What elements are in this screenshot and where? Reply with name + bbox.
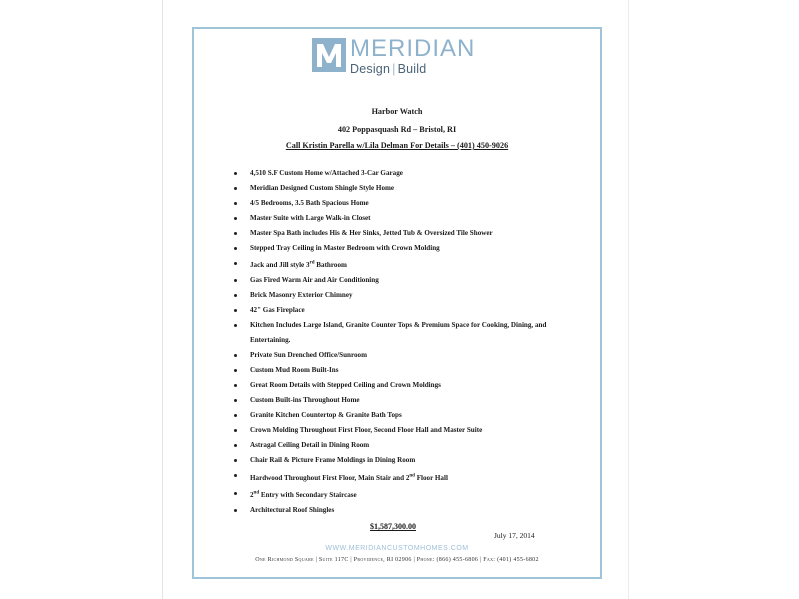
property-name: Harbor Watch xyxy=(371,107,423,116)
bullet-dot-icon xyxy=(234,217,237,220)
feature-text: Astragal Ceiling Detail in Dining Room xyxy=(250,441,370,450)
feature-item xyxy=(230,453,580,468)
logo-name: MERIDIAN xyxy=(350,35,476,62)
features-list xyxy=(230,166,580,518)
feature-text: 2nd Entry with Secondary Staircase xyxy=(250,490,357,500)
bullet-dot-icon xyxy=(234,399,237,402)
feature-item xyxy=(230,408,580,423)
bullet-dot-icon xyxy=(234,324,237,327)
bullet-dot-icon xyxy=(234,444,237,447)
bullet-dot-icon xyxy=(234,459,237,462)
feature-item xyxy=(230,423,580,438)
feature-text: Crown Molding Throughout First Floor, Second Floor Hall and Master Suite xyxy=(250,426,483,435)
bullet-dot-icon xyxy=(234,369,237,372)
feature-text: Kitchen Includes Large Island, Granite Counter Tops & Premium Space for Cooking, Dining, and Entertaining. xyxy=(250,321,547,345)
bullet-dot-icon xyxy=(234,172,237,175)
feature-item xyxy=(230,438,580,453)
bullet-dot-icon xyxy=(234,429,237,432)
feature-text: Master Suite with Large Walk-in Closet xyxy=(250,214,371,222)
feature-text: Stepped Tray Ceiling in Master Bedroom with Crown Molding xyxy=(250,244,440,252)
bullet-dot-icon xyxy=(234,247,237,250)
property-address: 402 Poppasquash Rd – Bristol, RI xyxy=(337,125,457,134)
feature-item xyxy=(230,166,580,181)
feature-item xyxy=(230,363,580,378)
feature-item xyxy=(230,468,580,485)
feature-text: Gas Fired Warm Air and Air Conditioning xyxy=(250,276,379,285)
bullet-dot-icon xyxy=(234,202,237,205)
feature-item xyxy=(230,318,580,348)
feature-item xyxy=(230,378,580,393)
page-edge-right xyxy=(628,0,629,599)
feature-text: Custom Mud Room Built-Ins xyxy=(250,366,339,375)
feature-text: Custom Built-ins Throughout Home xyxy=(250,396,360,405)
feature-item xyxy=(230,288,580,303)
bullet-dot-icon xyxy=(234,294,237,297)
feature-item xyxy=(230,348,580,363)
bullet-dot-icon xyxy=(234,492,237,495)
date: July 17, 2014 xyxy=(494,531,535,540)
feature-item xyxy=(230,226,580,241)
logo-subtitle: Design | Build xyxy=(350,62,427,76)
bullet-dot-icon xyxy=(234,309,237,312)
bullet-dot-icon xyxy=(234,354,237,357)
bullet-dot-icon xyxy=(234,262,237,265)
logo-sub-build: Build xyxy=(397,62,427,76)
feature-item xyxy=(230,303,580,318)
feature-item xyxy=(230,181,580,196)
page-edge-left xyxy=(162,0,163,599)
bullet-dot-icon xyxy=(234,187,237,190)
feature-text: Meridian Designed Custom Shingle Style Home xyxy=(250,184,395,192)
bullet-dot-icon xyxy=(234,414,237,417)
feature-text: Master Spa Bath includes His & Her Sinks, Jetted Tub & Oversized Tile Shower xyxy=(250,229,493,237)
feature-item xyxy=(230,256,580,273)
feature-text: Granite Kitchen Countertop & Granite Bath Tops xyxy=(250,411,402,420)
bullet-dot-icon xyxy=(234,509,237,512)
feature-item xyxy=(230,393,580,408)
feature-item xyxy=(230,241,580,256)
meridian-m-logo-icon xyxy=(312,38,346,72)
company-logo xyxy=(312,35,476,76)
feature-text: Chair Rail & Picture Frame Moldings in Dining Room xyxy=(250,456,416,465)
bullet-dot-icon xyxy=(234,279,237,282)
logo-sub-design: Design xyxy=(350,62,391,76)
flyer-sheet xyxy=(192,27,602,579)
price: $1,587,300.00 xyxy=(370,522,416,531)
bullet-dot-icon xyxy=(234,232,237,235)
feature-text: 4,510 S.F Custom Home w/Attached 3-Car Garage xyxy=(250,169,403,177)
website: WWW.MERIDIANCUSTOMHOMES.COM xyxy=(325,545,469,552)
feature-text: Architectural Roof Shingles xyxy=(250,506,335,515)
feature-text: Hardwood Throughout First Floor, Main Stair and 2nd Floor Hall xyxy=(250,473,448,482)
feature-text: Jack and Jill style 3rd Bathroom xyxy=(250,261,347,270)
company-address-footer: One Richmond Square | Suite 117C | Providence, RI 02906 | Phone: (866) 455-6806 | Fax: (401) 455-6802 xyxy=(255,557,539,563)
feature-item xyxy=(230,273,580,288)
feature-item xyxy=(230,503,580,518)
contact-line: Call Kristin Parella w/Lila Delman For Details – (401) 450-9026 xyxy=(285,141,509,150)
feature-item xyxy=(230,486,580,503)
bullet-dot-icon xyxy=(234,384,237,387)
feature-text: 42" Gas Fireplace xyxy=(250,306,305,315)
feature-item xyxy=(230,196,580,211)
feature-text: Brick Masonry Exterior Chimney xyxy=(250,291,353,300)
feature-item xyxy=(230,211,580,226)
feature-text: 4/5 Bedrooms, 3.5 Bath Spacious Home xyxy=(250,199,369,207)
feature-text: Private Sun Drenched Office/Sunroom xyxy=(250,351,367,360)
bullet-dot-icon xyxy=(234,474,237,477)
feature-text: Great Room Details with Stepped Ceiling and Crown Moldings xyxy=(250,381,441,390)
